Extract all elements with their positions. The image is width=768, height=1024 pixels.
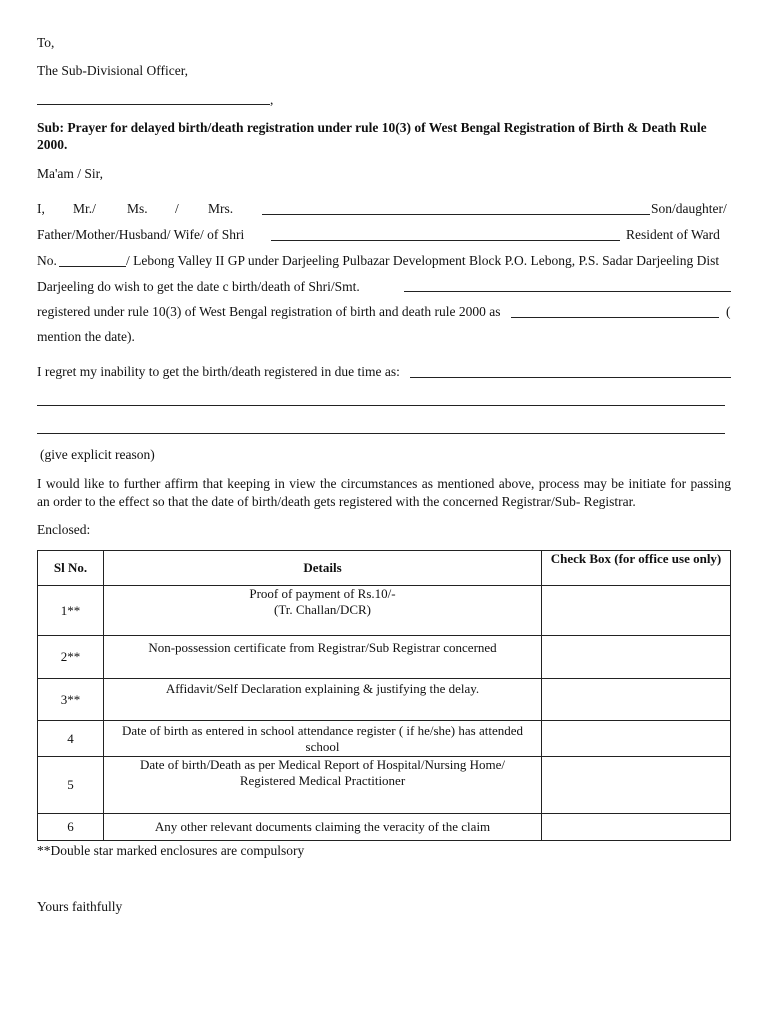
- header-check-box: Check Box (for office use only): [542, 551, 731, 586]
- check-box-cell[interactable]: [542, 586, 731, 636]
- pronoun-i: I,: [37, 201, 45, 216]
- enclosed-label: Enclosed:: [37, 522, 91, 537]
- relation-of-label: Father/Mother/Husband/ Wife/ of Shri: [37, 227, 245, 242]
- check-box-cell[interactable]: [542, 679, 731, 721]
- details-cell: Date of birth/Death as per Medical Report of Hospital/Nursing Home/ Registered Medical Practitioner: [104, 757, 542, 814]
- mention-date-text: mention the date).: [37, 329, 135, 344]
- title-ms: Ms.: [127, 201, 148, 216]
- address-text: / Lebong Valley II GP under Darjeeling Pulbazar Development Block P.O. Lebong, P.S. Sadar Darjeeling Dist: [126, 253, 720, 268]
- reason-note: (give explicit reason): [40, 447, 155, 462]
- subject-line-continued: 2000.: [37, 137, 68, 152]
- header-details: Details: [104, 551, 542, 586]
- sl-cell: 2**: [38, 636, 104, 679]
- check-box-cell[interactable]: [542, 814, 731, 841]
- rule-text: registered under rule 10(3) of West Bengal registration of birth and death rule 2000 as: [37, 304, 501, 319]
- table-header-row: [38, 551, 731, 586]
- person-name-line[interactable]: [404, 291, 731, 292]
- ward-no-label: No.: [37, 253, 57, 268]
- title-slash: /: [175, 201, 179, 216]
- subject-line: Sub: Prayer for delayed birth/death registration under rule 10(3) of West Bengal Registration of Birth & Death Rule: [37, 120, 707, 135]
- check-box-cell[interactable]: [542, 636, 731, 679]
- details-cell: Non-possession certificate from Registrar/Sub Registrar concerned: [104, 636, 542, 679]
- applicant-name-line[interactable]: [262, 214, 650, 215]
- header-sl-no: Sl No.: [38, 551, 104, 586]
- affirm-line-2: an order to the effect so that the date of birth/death gets registered with the concerned Registrar/Sub- Registrar.: [37, 494, 636, 509]
- table-row: [38, 679, 731, 721]
- footnote: **Double star marked enclosures are compulsory: [37, 843, 305, 858]
- details-cell: Any other relevant documents claiming the veracity of the claim: [104, 814, 542, 841]
- relation-label: Son/daughter/: [651, 201, 727, 216]
- check-box-cell[interactable]: [542, 721, 731, 757]
- table-row: [38, 757, 731, 814]
- table-row: [38, 586, 731, 636]
- recipient-title: The Sub-Divisional Officer,: [37, 63, 189, 78]
- enclosures-table: [37, 550, 731, 841]
- sl-cell: 3**: [38, 679, 104, 721]
- details-cell: Proof of payment of Rs.10/- (Tr. Challan/DCR): [104, 586, 542, 636]
- reason-line-2[interactable]: [37, 405, 725, 406]
- sl-cell: 5: [38, 757, 104, 814]
- sl-cell: 1**: [38, 586, 104, 636]
- table-row: [38, 636, 731, 679]
- title-mr: Mr./: [73, 201, 96, 216]
- table-row: [38, 814, 731, 841]
- recipient-line-comma: ,: [270, 92, 274, 107]
- ward-no-line[interactable]: [59, 266, 126, 267]
- title-mrs: Mrs.: [208, 201, 234, 216]
- wish-text: Darjeeling do wish to get the date c birth/death of Shri/Smt.: [37, 279, 360, 294]
- relative-name-line[interactable]: [271, 240, 620, 241]
- reason-line-1[interactable]: [410, 377, 731, 378]
- details-cell: Affidavit/Self Declaration explaining & justifying the delay.: [104, 679, 542, 721]
- table-row: [38, 721, 731, 757]
- closing: Yours faithfully: [37, 899, 123, 914]
- details-cell: Date of birth as entered in school attendance register ( if he/she) has attended school: [104, 721, 542, 757]
- date-line[interactable]: [511, 317, 719, 318]
- sl-cell: 4: [38, 721, 104, 757]
- affirm-line-1: I would like to further affirm that keeping in view the circumstances as mentioned above, process may be initiate for passing: [37, 476, 731, 491]
- check-box-cell[interactable]: [542, 757, 731, 814]
- reason-line-3[interactable]: [37, 433, 725, 434]
- sl-cell: 6: [38, 814, 104, 841]
- recipient-address-line[interactable]: [37, 104, 270, 105]
- salutation: Ma'am / Sir,: [37, 166, 104, 181]
- regret-text: I regret my inability to get the birth/death registered in due time as:: [37, 364, 400, 379]
- resident-label: Resident of Ward: [626, 227, 720, 242]
- to-label: To,: [37, 35, 55, 50]
- open-paren: (: [726, 304, 731, 319]
